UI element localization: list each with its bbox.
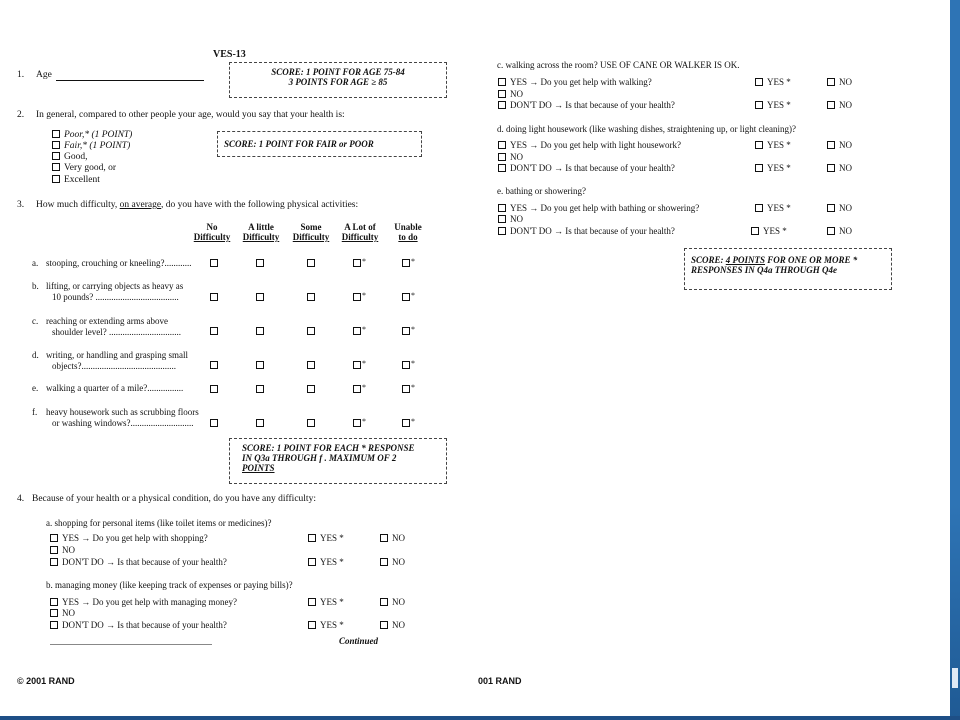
q4e-label: e. bathing or showering?: [497, 186, 586, 196]
q3-item-text: walking a quarter of a mile?................: [46, 383, 184, 393]
q4d-help-no[interactable]: NO: [827, 140, 852, 151]
q3d-a-lot-checkbox[interactable]: [353, 361, 361, 369]
q3a-a-little-checkbox[interactable]: [256, 259, 264, 267]
q3-col-a-little: A little Difficulty: [242, 222, 280, 242]
q4b-help-yes[interactable]: YES *: [308, 597, 344, 608]
q3b-a-lot-checkbox[interactable]: [353, 293, 361, 301]
q3f-a-lot-checkbox[interactable]: [353, 419, 361, 427]
q3-item-letter: e.: [32, 383, 39, 393]
q4d-dont-do-option[interactable]: DON'T DO → Is that because of your health?: [498, 163, 675, 174]
checkbox[interactable]: [755, 78, 763, 86]
age-input-line[interactable]: [56, 80, 204, 81]
q2-checkbox[interactable]: [52, 152, 60, 160]
star-marker: *: [411, 383, 415, 392]
q4c-help-no[interactable]: NO: [827, 77, 852, 88]
q4e-no-option[interactable]: NO: [498, 214, 523, 225]
star-marker: *: [411, 291, 415, 300]
q3f-unable-checkbox[interactable]: [402, 419, 410, 427]
q3-question: How much difficulty, on average, do you have with the following physical activities:: [36, 200, 359, 210]
q3d-no-difficulty-checkbox[interactable]: [210, 361, 218, 369]
q4b-health-no[interactable]: NO: [380, 620, 405, 631]
q1-label: Age: [36, 70, 52, 80]
q3a-a-lot-checkbox[interactable]: [353, 259, 361, 267]
q3-item-text: 10 pounds? .....................................: [52, 292, 179, 302]
q4e-health-no[interactable]: NO: [827, 226, 852, 237]
q3-score-box: [229, 438, 447, 484]
q4a-health-no[interactable]: NO: [380, 557, 405, 568]
q3b-a-little-checkbox[interactable]: [256, 293, 264, 301]
star-marker: *: [362, 383, 366, 392]
q4b-label: b. managing money (like keeping track of expenses or paying bills)?: [46, 580, 293, 590]
checkbox[interactable]: [380, 558, 388, 566]
checkbox[interactable]: [498, 153, 506, 161]
q3-item-text: lifting, or carrying objects as heavy as: [46, 281, 184, 291]
checkbox[interactable]: [50, 546, 58, 554]
checkbox[interactable]: [827, 141, 835, 149]
q3e-no-difficulty-checkbox[interactable]: [210, 385, 218, 393]
q3a-no-difficulty-checkbox[interactable]: [210, 259, 218, 267]
q4d-label: d. doing light housework (like washing dishes, straightening up, or light cleaning)?: [497, 124, 796, 134]
q4d-health-yes[interactable]: YES *: [755, 163, 791, 174]
checkbox[interactable]: [50, 598, 58, 606]
q3e-a-lot-checkbox[interactable]: [353, 385, 361, 393]
q4b-no-option[interactable]: NO: [50, 608, 75, 619]
q3c-unable-checkbox[interactable]: [402, 327, 410, 335]
q3e-some-checkbox[interactable]: [307, 385, 315, 393]
q4c-label: c. walking across the room? USE OF CANE OR WALKER IS OK.: [497, 60, 740, 70]
q2-option-poor[interactable]: Poor,* (1 POINT): [52, 130, 132, 141]
q3f-some-checkbox[interactable]: [307, 419, 315, 427]
checkbox[interactable]: [498, 90, 506, 98]
checkbox[interactable]: [827, 164, 835, 172]
window-edge-bar: [950, 0, 960, 720]
q4c-no-option[interactable]: NO: [498, 89, 523, 100]
q3c-some-checkbox[interactable]: [307, 327, 315, 335]
checkbox[interactable]: [498, 215, 506, 223]
q4-score-line1: SCORE: 4 POINTS FOR ONE OR MORE *: [691, 255, 858, 265]
q3d-some-checkbox[interactable]: [307, 361, 315, 369]
edge-notch: [952, 668, 958, 688]
q4-question: Because of your health or a physical condition, do you have any difficulty:: [32, 494, 316, 504]
q1-score-box: [229, 62, 447, 98]
divider: [50, 644, 212, 645]
q2-checkbox[interactable]: [52, 130, 60, 138]
footer-page-code: 001 RAND: [478, 676, 522, 686]
bottom-edge-bar: [0, 716, 960, 720]
q4a-health-yes[interactable]: YES *: [308, 557, 344, 568]
checkbox[interactable]: [827, 227, 835, 235]
q1-number: 1.: [17, 70, 25, 80]
q4d-yes-option[interactable]: YES → Do you get help with light housework?: [498, 140, 681, 151]
checkbox[interactable]: [498, 141, 506, 149]
q2-option-very-good[interactable]: Very good, or: [52, 163, 116, 174]
checkbox[interactable]: [498, 101, 506, 109]
q2-option-fair[interactable]: Fair,* (1 POINT): [52, 141, 130, 152]
q3-score-line3: POINTS: [242, 463, 275, 473]
form-title: VES-13: [213, 49, 246, 60]
q3f-no-difficulty-checkbox[interactable]: [210, 419, 218, 427]
q4c-dont-do-option[interactable]: DON'T DO → Is that because of your health?: [498, 100, 675, 111]
checkbox[interactable]: [755, 141, 763, 149]
q3f-a-little-checkbox[interactable]: [256, 419, 264, 427]
checkbox[interactable]: [751, 227, 759, 235]
footer-copyright: © 2001 RAND: [17, 676, 75, 686]
q3-item-text: shoulder level? ................................: [52, 327, 181, 337]
q4d-no-option[interactable]: NO: [498, 152, 523, 163]
star-marker: *: [411, 325, 415, 334]
q3b-no-difficulty-checkbox[interactable]: [210, 293, 218, 301]
q3e-a-little-checkbox[interactable]: [256, 385, 264, 393]
q3c-a-lot-checkbox[interactable]: [353, 327, 361, 335]
checkbox[interactable]: [50, 558, 58, 566]
checkbox[interactable]: [308, 558, 316, 566]
q3d-unable-checkbox[interactable]: [402, 361, 410, 369]
q3e-unable-checkbox[interactable]: [402, 385, 410, 393]
q4a-dont-do-option[interactable]: DON'T DO → Is that because of your health?: [50, 557, 227, 568]
q3b-some-checkbox[interactable]: [307, 293, 315, 301]
star-marker: *: [362, 257, 366, 266]
checkbox[interactable]: [308, 534, 316, 542]
checkbox[interactable]: [827, 101, 835, 109]
checkbox[interactable]: [498, 227, 506, 235]
q2-question: In general, compared to other people your age, would you say that your health is:: [36, 110, 345, 120]
q4c-help-yes[interactable]: YES *: [755, 77, 791, 88]
q3-item-letter: f.: [32, 407, 38, 417]
checkbox[interactable]: [50, 534, 58, 542]
q3-item-letter: c.: [32, 316, 39, 326]
checkbox[interactable]: [498, 78, 506, 86]
star-marker: *: [411, 257, 415, 266]
q3c-a-little-checkbox[interactable]: [256, 327, 264, 335]
checkbox[interactable]: [498, 204, 506, 212]
checkbox[interactable]: [380, 534, 388, 542]
q2-score-text: SCORE: 1 POINT FOR FAIR or POOR: [224, 139, 374, 149]
q4-score-box: [684, 248, 892, 290]
q4c-health-yes[interactable]: YES *: [755, 100, 791, 111]
q4b-health-yes[interactable]: YES *: [308, 620, 344, 631]
q4b-help-no[interactable]: NO: [380, 597, 405, 608]
q3-number: 3.: [17, 200, 25, 210]
q4-score-line2: RESPONSES IN Q4a THROUGH Q4e: [691, 265, 838, 275]
q3c-no-difficulty-checkbox[interactable]: [210, 327, 218, 335]
q4a-label: a. shopping for personal items (like toilet items or medicines)?: [46, 518, 272, 528]
q4b-dont-do-option[interactable]: DON'T DO → Is that because of your health?: [50, 620, 227, 631]
q3-score-line2: IN Q3a THROUGH f . MAXIMUM OF 2: [242, 453, 397, 463]
q3-item-text: objects?..........................................: [52, 361, 176, 371]
q3-item-text: or washing windows?............................: [52, 418, 194, 428]
q3-item-text: heavy housework such as scrubbing floors: [46, 407, 199, 417]
q4d-help-yes[interactable]: YES *: [755, 140, 791, 151]
q3d-a-little-checkbox[interactable]: [256, 361, 264, 369]
q3-col-no-difficulty: No Difficulty: [193, 222, 231, 242]
q3-item-text: writing, or handling and grasping small: [46, 350, 188, 360]
checkbox[interactable]: [308, 621, 316, 629]
star-marker: *: [362, 291, 366, 300]
q4b-yes-option[interactable]: YES → Do you get help with managing money?: [50, 597, 237, 608]
q4c-health-no[interactable]: NO: [827, 100, 852, 111]
q2-checkbox[interactable]: [52, 175, 60, 183]
star-marker: *: [411, 417, 415, 426]
q4e-health-yes[interactable]: YES *: [751, 226, 787, 237]
q1-score-line2: 3 POINTS FOR AGE ≥ 85: [288, 77, 388, 87]
q3-item-letter: a.: [32, 258, 39, 268]
q4a-yes-option[interactable]: YES → Do you get help with shopping?: [50, 533, 208, 544]
q4e-help-yes[interactable]: YES *: [755, 203, 791, 214]
star-marker: *: [411, 359, 415, 368]
q3-item-letter: d.: [32, 350, 39, 360]
checkbox[interactable]: [50, 609, 58, 617]
q4-number: 4.: [17, 494, 25, 504]
checkbox[interactable]: [827, 204, 835, 212]
q4d-health-no[interactable]: NO: [827, 163, 852, 174]
q3-item-text: stooping, crouching or kneeling?............: [46, 258, 192, 268]
q2-checkbox[interactable]: [52, 141, 60, 149]
q3-col-a-lot: A Lot of Difficulty: [341, 222, 379, 242]
q2-number: 2.: [17, 110, 25, 120]
q2-option-good[interactable]: Good,: [52, 152, 88, 163]
checkbox[interactable]: [827, 78, 835, 86]
checkbox[interactable]: [50, 621, 58, 629]
star-marker: *: [362, 325, 366, 334]
q4e-dont-do-option[interactable]: DON'T DO → Is that because of your health?: [498, 226, 675, 237]
q2-checkbox[interactable]: [52, 163, 60, 171]
q3a-some-checkbox[interactable]: [307, 259, 315, 267]
q4e-help-no[interactable]: NO: [827, 203, 852, 214]
q4a-no-option[interactable]: NO: [50, 545, 75, 556]
continued-label: Continued: [339, 636, 379, 646]
q1-score-line1: SCORE: 1 POINT FOR AGE 75-84: [271, 67, 405, 77]
checkbox[interactable]: [755, 164, 763, 172]
checkbox[interactable]: [380, 621, 388, 629]
star-marker: *: [362, 359, 366, 368]
q2-score-box: [217, 131, 422, 157]
q4e-yes-option[interactable]: YES → Do you get help with bathing or showering?: [498, 203, 699, 214]
star-marker: *: [362, 417, 366, 426]
q3b-unable-checkbox[interactable]: [402, 293, 410, 301]
q3-score-line1: SCORE: 1 POINT FOR EACH * RESPONSE: [242, 443, 415, 453]
q3a-unable-checkbox[interactable]: [402, 259, 410, 267]
q3-item-letter: b.: [32, 281, 39, 291]
q3-col-some: Some Difficulty: [292, 222, 330, 242]
checkbox[interactable]: [498, 164, 506, 172]
q3-col-unable: Unable to do: [394, 222, 422, 242]
q3-item-text: reaching or extending arms above: [46, 316, 168, 326]
q4c-yes-option[interactable]: YES → Do you get help with walking?: [498, 77, 652, 88]
checkbox[interactable]: [308, 598, 316, 606]
q4a-help-no[interactable]: NO: [380, 533, 405, 544]
checkbox[interactable]: [755, 204, 763, 212]
checkbox[interactable]: [755, 101, 763, 109]
q2-option-excellent[interactable]: Excellent: [52, 175, 100, 186]
q4a-help-yes[interactable]: YES *: [308, 533, 344, 544]
checkbox[interactable]: [380, 598, 388, 606]
